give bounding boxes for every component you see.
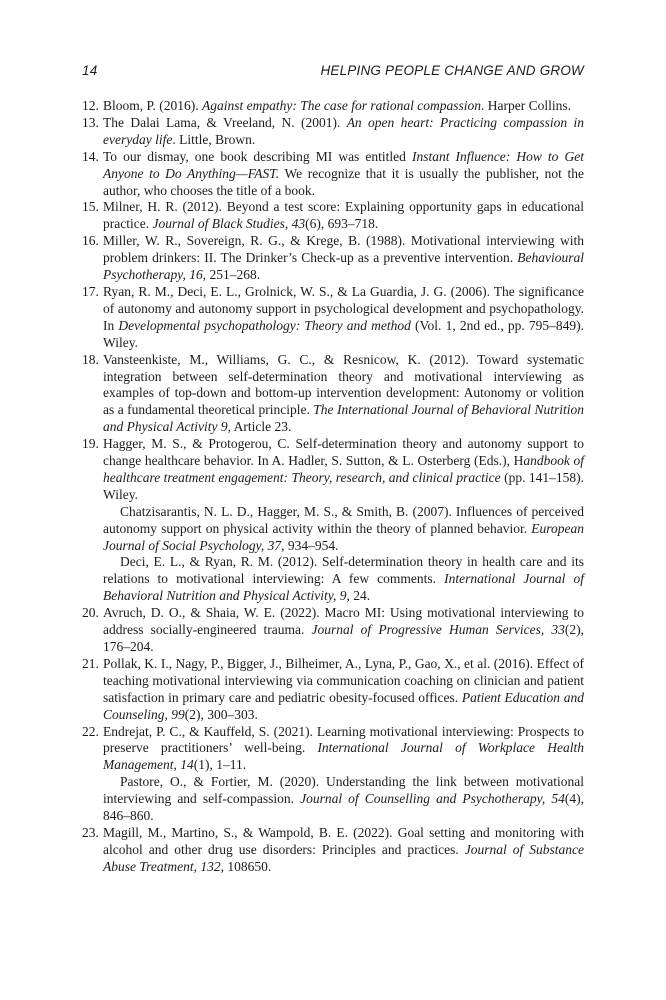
- endnote: [82, 149, 584, 200]
- endnote-citation: [103, 724, 584, 775]
- endnote-number: 12.: [82, 98, 99, 113]
- italic-text: 33: [551, 622, 565, 638]
- endnote-body: [103, 352, 584, 437]
- endnote: [82, 436, 584, 605]
- text: Hagger, M. S., & Protogerou, C. Self-determination theory and autonomy support to change healthcare behavior. In A. Hadler, S. Sutton, & L. Osterberg (Eds.), H: [103, 436, 584, 469]
- endnote-citation: [103, 605, 584, 656]
- endnote-body: [103, 656, 584, 724]
- endnote-citation: [103, 149, 584, 200]
- endnote-body: [103, 199, 584, 233]
- endnote: [82, 656, 584, 724]
- italic-text: Patient Education and Counseling, 99: [103, 689, 584, 722]
- endnote-citation: [103, 115, 584, 149]
- text: Magill, M., Martino, S., & Wampold, B. E. (2022). Goal setting and monitoring with alcohol and other drug use disorders: Principles and practices.: [103, 824, 584, 857]
- endnote-body: [103, 436, 584, 605]
- text: Miller, W. R., Sovereign, R. G., & Krege, B. (1988). Motivational interviewing with problem drinkers: II. The Drinker’s Check-up as a preventive intervention.: [103, 233, 584, 266]
- italic-text: International Journal of Behavioral Nutrition and Physical Activity, 9: [103, 571, 584, 604]
- running-head: [82, 63, 584, 83]
- endnote-number: 15.: [82, 199, 99, 215]
- italic-text: Journal of Counselling and Psychotherapy, 54: [300, 791, 565, 807]
- text: Endrejat, P. C., & Kauffeld, S. (2021). Learning motivational interviewing: Prospects to preserve practitioners’ well-being.: [103, 723, 584, 756]
- endnote: [82, 284, 584, 352]
- endnote-citation: [103, 98, 584, 115]
- endnote: [82, 825, 584, 876]
- endnote-number: 19.: [82, 436, 99, 452]
- italic-text: The International Journal of Behavioral Nutrition and Physical Activity 9,: [103, 402, 584, 435]
- endnote-citation: [103, 656, 584, 724]
- endnote: [82, 352, 584, 437]
- italic-text: Instant Influence: How to Get Anyone to Do Anything—FAST.: [103, 148, 584, 181]
- text: ,: [540, 622, 552, 638]
- endnote-number: 14.: [82, 148, 99, 164]
- italic-text: Journal of Black Studies, 43: [152, 216, 306, 232]
- text: Bloom, P. (2016).: [103, 98, 203, 113]
- page-number: 14: [82, 63, 98, 78]
- endnote-body: [103, 825, 584, 876]
- text: , 934–954.: [281, 537, 339, 553]
- italic-text: An open heart: Practicing compassion in everyday life: [103, 114, 584, 147]
- text: To our dismay, one book describing MI was entitled: [103, 148, 412, 164]
- text: Article 23.: [230, 419, 292, 435]
- endnote-number: 23.: [82, 824, 99, 840]
- text: , 251–268.: [202, 267, 261, 283]
- text: . Harper Collins.: [481, 98, 571, 113]
- endnote-citation: [103, 233, 584, 284]
- text: Pollak, K. I., Nagy, P., Bigger, J., Bilheimer, A., Lyna, P., Gao, X., et al. (2016). Effect of teaching motivational interviewing via communication coaching on clinician and patient satisfaction in primary care and pediatric obesity-focused offices.: [103, 655, 584, 705]
- endnote-body: [103, 115, 584, 149]
- endnote-additional-citation: [103, 504, 584, 555]
- italic-text: Developmental psychopathology: Theory and method: [118, 317, 411, 333]
- text: (Vol. 1, 2nd ed., pp. 795–849). Wiley.: [103, 317, 585, 350]
- endnote-body: [103, 98, 584, 115]
- text: The Dalai Lama, & Vreeland, N. (2001).: [103, 114, 347, 130]
- text: , 24.: [346, 588, 371, 604]
- endnote-number: 21.: [82, 655, 99, 671]
- text: Ryan, R. M., Deci, E. L., Grolnick, W. S., & La Guardia, J. G. (2006). The significance of autonomy and autonomy support in psychological development and psychopathology. In: [103, 283, 584, 333]
- endnote-body: [103, 724, 584, 825]
- endnote-number: 17.: [82, 283, 99, 299]
- text: (4), 846–860.: [103, 791, 584, 824]
- endnote: [82, 199, 584, 233]
- italic-text: Behavioural Psychotherapy, 16: [103, 250, 584, 283]
- endnote: [82, 98, 584, 115]
- endnote-citation: [103, 199, 584, 233]
- endnote-number: 16.: [82, 233, 99, 249]
- text: (pp. 141–158). Wiley.: [103, 469, 584, 502]
- endnote-number: 13.: [82, 114, 99, 130]
- text: (6), 693–718.: [305, 216, 379, 232]
- italic-text: European Journal of Social Psychology, 37: [103, 520, 584, 553]
- endnote: [82, 115, 584, 149]
- endnote-number: 22.: [82, 723, 99, 739]
- endnote-body: [103, 284, 584, 352]
- italic-text: Journal of Progressive Human Services: [311, 622, 541, 638]
- text: , 108650.: [220, 858, 272, 874]
- text: (2), 176–204.: [103, 622, 584, 654]
- endnote-additional-citation: [103, 774, 584, 825]
- endnote-additional-citation: [103, 554, 584, 605]
- endnote-citation: [103, 284, 584, 352]
- endnote-citation: [103, 352, 584, 437]
- endnote: [82, 233, 584, 284]
- endnote-body: [103, 149, 584, 200]
- text: Deci, E. L., & Ryan, R. M. (2012). Self-determination theory in health care and its relations to motivational interviewing: A few comments.: [103, 554, 584, 587]
- running-title: HELPING PEOPLE CHANGE AND GROW: [320, 63, 584, 78]
- text: Avruch, D. O., & Shaia, W. E. (2022). Macro MI: Using motivational interviewing to address socially-engineered trauma.: [103, 605, 584, 638]
- text: Vansteenkiste, M., Williams, G. C., & Resnicow, K. (2012). Toward systematic integration between self-determination theory and motivational interviewing as examples of top-down and bottom-up intervention development: Autonomy or volition as a fundamental theoretical principle.: [103, 351, 584, 418]
- endnote-body: [103, 233, 584, 284]
- text: (2), 300–303.: [184, 706, 258, 722]
- text: We recognize that it is usually the publisher, not the author, who chooses the title of a book.: [103, 165, 584, 198]
- endnote-number: 20.: [82, 605, 99, 621]
- text: . Little, Brown.: [172, 131, 256, 147]
- italic-text: International Journal of Workplace Health Management, 14: [103, 740, 584, 773]
- endnote-citation: [103, 436, 584, 504]
- text: Milner, H. R. (2012). Beyond a test score: Explaining opportunity gaps in educational practice.: [103, 199, 584, 232]
- text: (1), 1–11.: [193, 757, 247, 773]
- endnote-number: 18.: [82, 351, 99, 367]
- italic-text: andbook of healthcare treatment engagement: Theory, research, and clinical practice: [103, 453, 584, 485]
- endnotes-list: [82, 98, 584, 876]
- endnote: [82, 724, 584, 825]
- endnote: [82, 605, 584, 656]
- italic-text: Against empathy: The case for rational compassion: [202, 98, 481, 113]
- endnote-citation: [103, 825, 584, 876]
- italic-text: Journal of Substance Abuse Treatment, 132: [103, 841, 584, 874]
- text: Pastore, O., & Fortier, M. (2020). Understanding the link between motivational interviewing and self-compassion.: [103, 774, 584, 807]
- endnote-body: [103, 605, 584, 656]
- text: Chatzisarantis, N. L. D., Hagger, M. S., & Smith, B. (2007). Influences of perceived autonomy support on physical activity within the theory of planned behavior.: [103, 503, 584, 536]
